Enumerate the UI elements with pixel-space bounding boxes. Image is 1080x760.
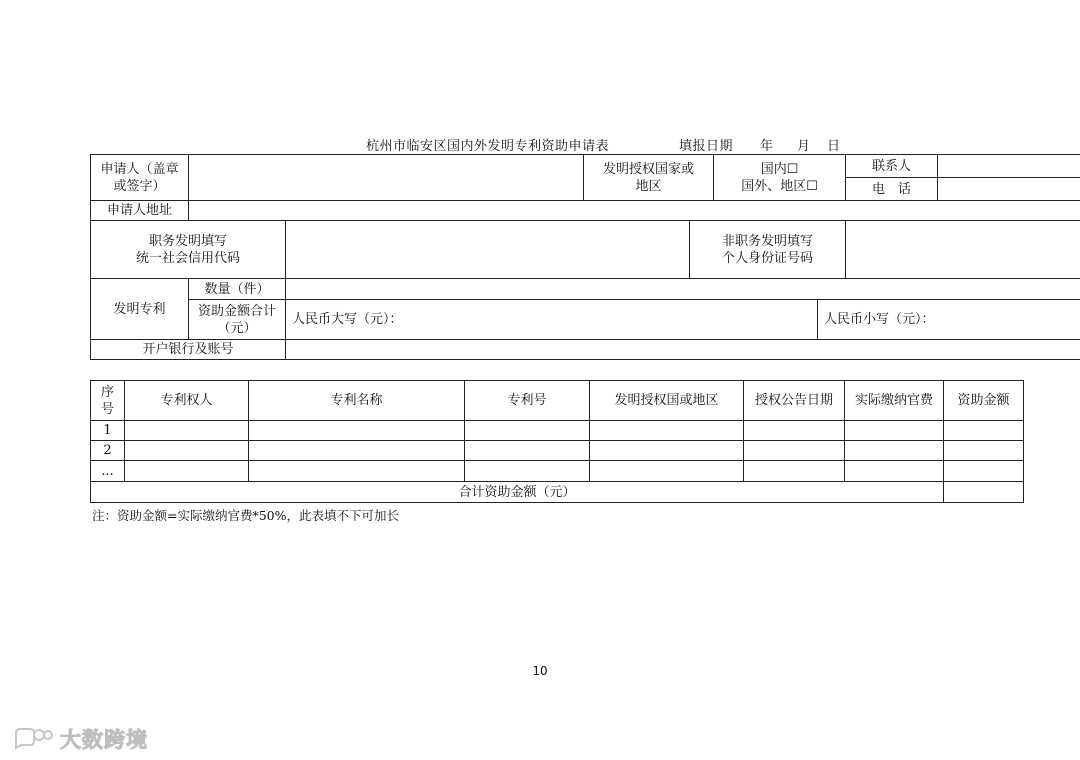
table-cell[interactable] <box>845 441 944 461</box>
table-cell[interactable] <box>744 441 845 461</box>
applicant-input[interactable] <box>189 155 584 201</box>
table-cell[interactable] <box>590 461 744 482</box>
total-funding-input[interactable] <box>944 482 1024 503</box>
bubble-logo-icon <box>12 724 54 754</box>
foreign-checkbox[interactable]: 国外、地区☐ <box>741 178 818 194</box>
column-header: 资助金额 <box>944 381 1024 421</box>
table-cell[interactable] <box>125 461 249 482</box>
quantity-input[interactable] <box>286 279 1080 300</box>
invention-patent-label: 发明专利 <box>91 279 189 340</box>
page-number: 10 <box>532 664 548 678</box>
table-row <box>91 461 1024 482</box>
row-number: 1 <box>91 421 125 441</box>
contact-input[interactable] <box>938 155 1080 178</box>
fill-date-label: 填报日期 <box>679 139 734 154</box>
table-cell[interactable] <box>944 421 1024 441</box>
service-invention-label: 职务发明填写 统一社会信用代码 <box>91 221 286 279</box>
row-number: ... <box>91 461 125 482</box>
rmb-uppercase-field[interactable]: 人民币大写（元）： <box>286 300 818 340</box>
table-cell[interactable] <box>249 461 465 482</box>
watermark <box>12 724 148 754</box>
column-header: 授权公告日期 <box>744 381 845 421</box>
phone-input[interactable] <box>938 178 1080 201</box>
table-cell[interactable] <box>744 461 845 482</box>
applicant-label: 申请人（盖章 或签字） <box>91 155 189 201</box>
bank-account-input[interactable] <box>286 340 1080 360</box>
bank-account-label: 开户银行及账号 <box>91 340 286 360</box>
rmb-lowercase-field[interactable]: 人民币小写（元）： <box>818 300 1080 340</box>
id-number-input[interactable] <box>846 221 1080 279</box>
column-header: 专利名称 <box>249 381 465 421</box>
footnote: 注：资助金额=实际缴纳官费*50%，此表填不下可加长 <box>92 508 400 523</box>
total-funding-label: 合计资助金额（元） <box>91 482 944 503</box>
total-row <box>91 482 1024 503</box>
watermark-text: 大数跨境 <box>60 728 148 752</box>
column-header: 专利号 <box>465 381 590 421</box>
column-header: 实际缴纳官费 <box>845 381 944 421</box>
table-cell[interactable] <box>125 441 249 461</box>
table-cell[interactable] <box>744 421 845 441</box>
month-label: 月 <box>797 139 811 154</box>
column-header: 发明授权国或地区 <box>590 381 744 421</box>
address-input[interactable] <box>189 201 1080 221</box>
patent-list-table <box>90 380 1024 503</box>
table-cell[interactable] <box>249 441 465 461</box>
applicant-form-table <box>90 154 1080 360</box>
table-cell[interactable] <box>125 421 249 441</box>
grant-country-options <box>714 155 846 201</box>
table-cell[interactable] <box>465 461 590 482</box>
grant-country-label: 发明授权国家或 地区 <box>584 155 714 201</box>
address-label: 申请人地址 <box>91 201 189 221</box>
table-cell[interactable] <box>249 421 465 441</box>
form-title: 杭州市临安区国内外发明专利资助申请表 <box>366 139 610 154</box>
table-cell[interactable] <box>590 421 744 441</box>
table-row <box>91 441 1024 461</box>
contact-label: 联系人 <box>846 155 938 178</box>
table-cell[interactable] <box>845 421 944 441</box>
table-cell[interactable] <box>944 441 1024 461</box>
phone-label: 电 话 <box>846 178 938 201</box>
non-service-invention-label: 非职务发明填写 个人身份证号码 <box>690 221 846 279</box>
credit-code-input[interactable] <box>286 221 690 279</box>
table-header-row <box>91 381 1024 421</box>
domestic-checkbox[interactable]: 国内☐ <box>760 161 799 177</box>
quantity-label: 数量（件） <box>189 279 286 300</box>
table-cell[interactable] <box>845 461 944 482</box>
column-header: 专利权人 <box>125 381 249 421</box>
column-header: 序 号 <box>91 381 125 421</box>
form-header <box>0 135 1080 153</box>
year-label: 年 <box>760 139 774 154</box>
table-cell[interactable] <box>465 421 590 441</box>
table-cell[interactable] <box>590 441 744 461</box>
table-row <box>91 421 1024 441</box>
row-number: 2 <box>91 441 125 461</box>
table-cell[interactable] <box>465 441 590 461</box>
day-label: 日 <box>827 139 841 154</box>
table-cell[interactable] <box>944 461 1024 482</box>
funding-total-label: 资助金额合计 （元） <box>189 300 286 340</box>
